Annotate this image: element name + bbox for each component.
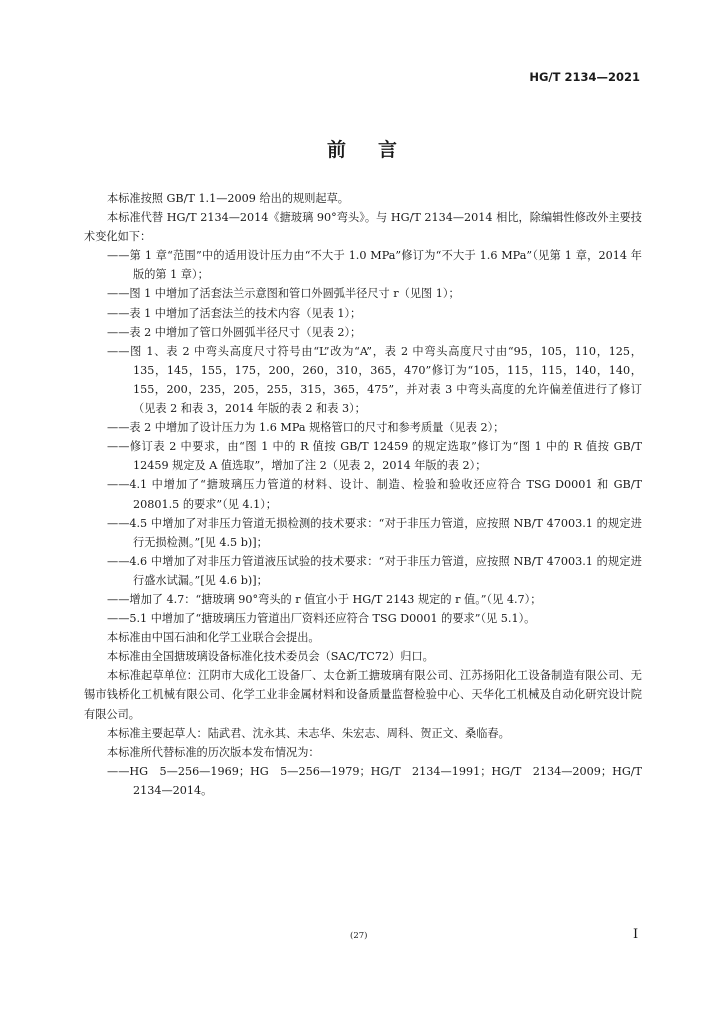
list-item: ——表 2 中增加了管口外圆弧半径尺寸（见表 2）； bbox=[107, 325, 362, 339]
paragraph: 本标准按照 GB/T 1.1—2009 给出的规则起草。 bbox=[107, 192, 349, 205]
list-item: ——图 1、表 2 中弯头高度尺寸符号由“L”改为“A”，表 2 中弯头高度尺寸由“95，105，110，125，135，145，155，175，200，260，310，365，470”修订为“105，115，115，140，140，155，200，235，205，255，315，365，475”，并对表 3 中弯头高度的允许偏差值进行了修订（见表 2 和表 3，2014 年版的表 2 和表 3）； bbox=[107, 344, 642, 416]
paragraph: 本标准由全国搪玻璃设备标准化技术委员会（SAC/TC72）归口。 bbox=[107, 650, 434, 664]
paragraph: 本标准起草单位：江阴市大成化工设备厂、太仓新工搪玻璃有限公司、江苏扬阳化工设备制造有限公司、无锡市钱桥化工机械有限公司、化学工业非金属材料和设备质量监督检验中心、天华化工机械及自动化研究设计院有限公司。 bbox=[84, 669, 642, 721]
list-item: ——4.6 中增加了对非压力管道液压试验的技术要求：“对于非压力管道，应按照 NB/T 47003.1 的规定进行盛水试漏。”[见 4.6 b)]； bbox=[107, 554, 642, 587]
roman-page-number: I bbox=[633, 927, 639, 942]
list-item: ——表 2 中增加了设计压力为 1.6 MPa 规格管口的尺寸和参考质量（见表 2）； bbox=[107, 421, 505, 435]
list-item: ——HG 5—256—1969；HG 5—256—1979；HG/T 2134—1991；HG/T 2134—2009；HG/T 2134—2014。 bbox=[107, 764, 642, 797]
standard-code: HG/T 2134—2021 bbox=[529, 70, 640, 84]
list-item: ——5.1 中增加了“搪玻璃压力管道出厂资料还应符合 TSG D0001 的要求”（见 5.1）。 bbox=[107, 612, 536, 626]
body-text bbox=[84, 189, 642, 800]
list-item: ——4.1 中增加了“搪玻璃压力管道的材料、设计、制造、检验和验收还应符合 TSG D0001 和 GB/T 20801.5 的要求”（见 4.1）； bbox=[107, 478, 642, 511]
page-number: (27) bbox=[350, 931, 368, 941]
list-item: ——增加了 4.7：“搪玻璃 90°弯头的 r 值宜小于 HG/T 2143 规定的 r 值。”（见 4.7）； bbox=[107, 592, 542, 606]
page-title: 前言 bbox=[326, 139, 429, 161]
list-item: ——图 1 中增加了活套法兰示意图和管口外圆弧半径尺寸 r（见图 1）； bbox=[107, 287, 460, 301]
paragraph: 本标准由中国石油和化学工业联合会提出。 bbox=[107, 631, 320, 645]
list-item: ——第 1 章“范围”中的适用设计压力由“不大于 1.0 MPa”修订为“不大于 1.6 MPa”（见第 1 章，2014 年版的第 1 章）； bbox=[107, 249, 642, 282]
paragraph: 本标准所代替标准的历次版本发布情况为： bbox=[107, 745, 320, 759]
list-item: ——修订表 2 中要求，由“图 1 中的 R 值按 GB/T 12459 的规定选取”修订为“图 1 中的 R 值按 GB/T 12459 规定及 A 值选取”，增加了注 2（见表 2，2014 年版的表 2）； bbox=[107, 440, 642, 473]
list-item: ——表 1 中增加了活套法兰的技术内容（见表 1）； bbox=[107, 306, 362, 320]
paragraph: 本标准主要起草人：陆武君、沈永其、未志华、朱宏志、周科、贺正文、桑临春。 bbox=[107, 726, 510, 740]
paragraph: 本标准代替 HG/T 2134—2014《搪玻璃 90°弯头》。与 HG/T 2134—2014 相比，除编辑性修改外主要技术变化如下： bbox=[84, 211, 642, 244]
list-item: ——4.5 中增加了对非压力管道无损检测的技术要求：“对于非压力管道，应按照 NB/T 47003.1 的规定进行无损检测。”[见 4.5 b)]； bbox=[107, 516, 642, 549]
